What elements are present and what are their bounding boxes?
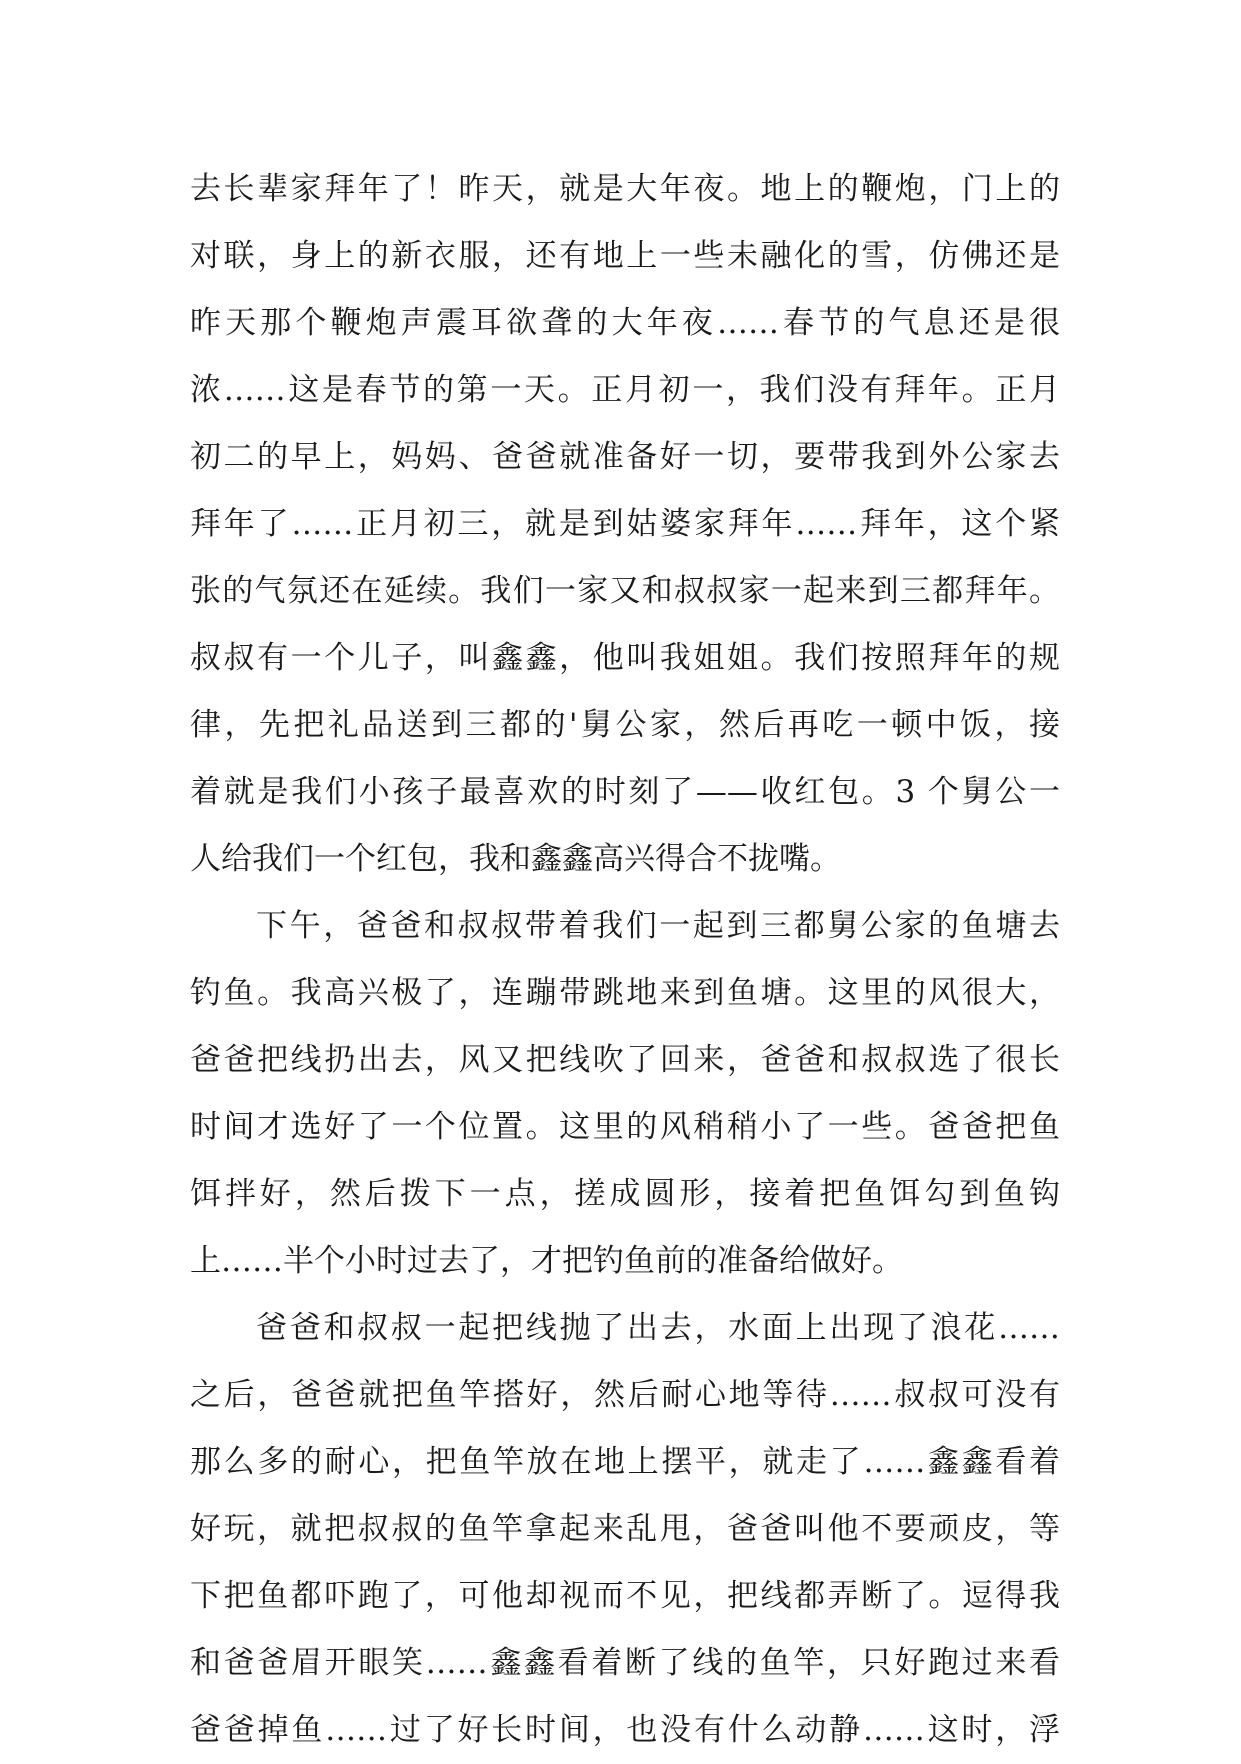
text-line: 去长辈家拜年了！昨天，就是大年夜。地上的鞭炮，门上的 bbox=[190, 171, 1060, 207]
text-line: 下把鱼都吓跑了，可他却视而不见，把线都弄断了。逗得我 bbox=[190, 1578, 1060, 1614]
paragraph-1 bbox=[190, 156, 1060, 893]
text-line: 爸爸把线扔出去，风又把线吹了回来，爸爸和叔叔选了很长 bbox=[190, 1042, 1060, 1078]
document-body bbox=[190, 156, 1060, 1764]
paragraph-3 bbox=[190, 1295, 1060, 1764]
text-line: 下午，爸爸和叔叔带着我们一起到三都舅公家的鱼塘去 bbox=[256, 908, 1060, 944]
text-line: 人给我们一个红包，我和鑫鑫高兴得合不拢嘴。 bbox=[190, 841, 841, 877]
text-line: 那么多的耐心，把鱼竿放在地上摆平，就走了……鑫鑫看着 bbox=[190, 1444, 1060, 1480]
text-line: 上……半个小时过去了，才把钓鱼前的准备给做好。 bbox=[190, 1243, 903, 1279]
text-line: 钓鱼。我高兴极了，连蹦带跳地来到鱼塘。这里的风很大， bbox=[190, 975, 1060, 1011]
text-line: 爸爸掉鱼……过了好长时间，也没有什么动静……这时，浮 bbox=[190, 1712, 1060, 1748]
text-line: 时间才选好了一个位置。这里的风稍稍小了一些。爸爸把鱼 bbox=[190, 1109, 1060, 1145]
text-line: 初二的早上，妈妈、爸爸就准备好一切，要带我到外公家去 bbox=[190, 439, 1060, 475]
text-line: 叔叔有一个儿子，叫鑫鑫，他叫我姐姐。我们按照拜年的规 bbox=[190, 640, 1060, 676]
text-line: 着就是我们小孩子最喜欢的时刻了——收红包。3 个舅公一 bbox=[190, 774, 1060, 810]
paragraph-2 bbox=[190, 893, 1060, 1295]
text-line: 和爸爸眉开眼笑……鑫鑫看着断了线的鱼竿，只好跑过来看 bbox=[190, 1645, 1060, 1681]
text-line: 对联，身上的新衣服，还有地上一些未融化的雪，仿佛还是 bbox=[190, 238, 1060, 274]
text-line: 拜年了……正月初三，就是到姑婆家拜年……拜年，这个紧 bbox=[190, 506, 1060, 542]
text-line: 之后，爸爸就把鱼竿搭好，然后耐心地等待……叔叔可没有 bbox=[190, 1377, 1060, 1413]
text-line: 好玩，就把叔叔的鱼竿拿起来乱甩，爸爸叫他不要顽皮，等 bbox=[190, 1511, 1060, 1547]
text-line: 律，先把礼品送到三都的'舅公家，然后再吃一顿中饭，接 bbox=[190, 707, 1060, 743]
text-line: 张的气氛还在延续。我们一家又和叔叔家一起来到三都拜年。 bbox=[190, 573, 1060, 609]
text-line: 饵拌好，然后拨下一点，搓成圆形，接着把鱼饵勾到鱼钩 bbox=[190, 1176, 1060, 1212]
text-line: 爸爸和叔叔一起把线抛了出去，水面上出现了浪花…… bbox=[256, 1310, 1060, 1346]
text-line: 浓……这是春节的第一天。正月初一，我们没有拜年。正月 bbox=[190, 372, 1060, 408]
text-line: 昨天那个鞭炮声震耳欲聋的大年夜……春节的气息还是很 bbox=[190, 305, 1060, 341]
